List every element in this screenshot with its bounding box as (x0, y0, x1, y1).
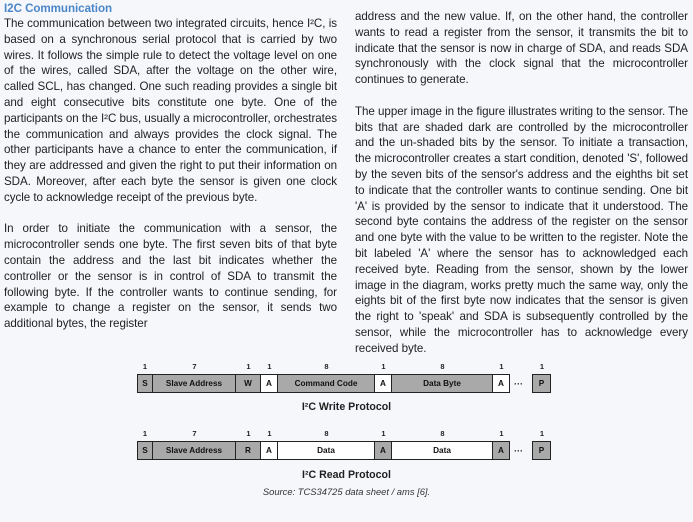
start-bit-cell: S (137, 374, 153, 393)
data-byte-cell: Data Byte (391, 374, 493, 393)
bit-count: 1 (267, 362, 272, 371)
ellipsis-icon: ··· (514, 378, 523, 389)
bit-count: 1 (381, 429, 386, 438)
bit-count: 1 (499, 362, 504, 371)
slave-address-cell: Slave Address (152, 441, 236, 460)
section-heading: I2C Communication (4, 2, 113, 15)
read-protocol-caption: I²C Read Protocol (302, 469, 391, 481)
bit-count-row (137, 429, 557, 441)
write-protocol-diagram (137, 362, 557, 394)
bit-count: 8 (440, 362, 445, 371)
right-paragraph-1: address and the new value. If, on the other hand, the controller wants to read a register from the sensor, it transmits the bit to indicate that the sensor is now in charge of SDA, and reads SDA synchronously with the clock signal that the microcontroller continues to generate. (355, 10, 688, 87)
write-protocol-caption: I²C Write Protocol (301, 401, 392, 413)
bit-count: 1 (246, 429, 251, 438)
right-paragraph-2: The upper image in the figure illustrates writing to the sensor. The bits that are shaded dark are controlled by the microcontroller and the un-shaded bits by the sensor. To initiate a transaction, the microcontroller creates a start condition, denoted 'S', followed by the seven bits of the sensor's address and the eighths bit set to indicate that the controller wants to continue sending. One bit 'A' is provided by the sensor to indicate that it understood. The second byte contains the address of the register on the sensor and one byte with the value to be written to the register. Note the bit labeled 'A' where the sensor has to acknowledged each received byte. Reading from the sensor, shown by the lower image in the diagram, works pretty much the same way, only the eights bit of the first byte now indicates that the sensor is given the right to 'speak' and SDA is subsequently controlled by the sensor, while the microcontroller has to acknowledge every received byte. (355, 104, 688, 355)
bit-count: 8 (440, 429, 445, 438)
bit-count: 8 (324, 429, 329, 438)
left-column (4, 2, 337, 332)
bit-count: 1 (246, 362, 251, 371)
write-bit-cell: W (235, 374, 261, 393)
ack-bit-cell: A (492, 374, 510, 393)
bit-count: 1 (539, 362, 545, 371)
ack-bit-cell: A (260, 374, 278, 393)
i2c-protocol-figure (0, 362, 693, 522)
ellipsis-icon: ··· (514, 445, 523, 456)
bit-count: 7 (192, 429, 197, 438)
ack-bit-cell: A (374, 441, 392, 460)
start-bit-cell: S (137, 441, 153, 460)
bit-count: 1 (142, 429, 148, 438)
bit-count: 7 (192, 362, 197, 371)
read-protocol-diagram (137, 429, 557, 461)
ack-bit-cell: A (492, 441, 510, 460)
bit-count: 1 (381, 362, 386, 371)
left-paragraph-1: The communication between two integrated circuits, hence I²C, is based on a synchronous serial protocol that is carried by two wires. It follows the simple rule to detect the voltage level on one of the wires, called SDA, after the voltage on the other wire, called SCL, has changed. One such reading provides a single bit and eight consecutive bits constitute one byte. One of the participants on the I²C bus, usually a microcontroller, orchestrates the communication and always provides the clock signal. The other participants have a chance to enter the communication, if they are addressed and given the right to put their information on SDA. Moreover, after each byte the sensor is given one clock cycle to acknowledge receipt of the previous byte. (4, 17, 337, 204)
right-column (355, 9, 688, 357)
data-cell: Data (391, 441, 493, 460)
bit-count-row (137, 362, 557, 374)
bit-count: 1 (142, 362, 148, 371)
command-code-cell: Command Code (277, 374, 375, 393)
read-bit-cell: R (235, 441, 261, 460)
bit-count: 1 (539, 429, 545, 438)
data-cell: Data (277, 441, 375, 460)
bit-count: 1 (267, 429, 272, 438)
bit-count: 1 (499, 429, 504, 438)
figure-source-caption: Source: TCS34725 data sheet / ams [6]. (262, 486, 431, 497)
ack-bit-cell: A (260, 441, 278, 460)
left-paragraph-2: In order to initiate the communication with a sensor, the microcontroller sends one byte. The first seven bits of that byte contain the address and the last bit indicates whether the controller or the sensor is in control of SDA to transmit the following byte. If the controller wants to continue sending, for example to change a register on the sensor, it sends two additional bytes, the register (4, 222, 337, 331)
bit-count: 8 (324, 362, 329, 371)
stop-bit-cell: P (532, 374, 551, 393)
slave-address-cell: Slave Address (152, 374, 236, 393)
ack-bit-cell: A (374, 374, 392, 393)
stop-bit-cell: P (532, 441, 551, 460)
